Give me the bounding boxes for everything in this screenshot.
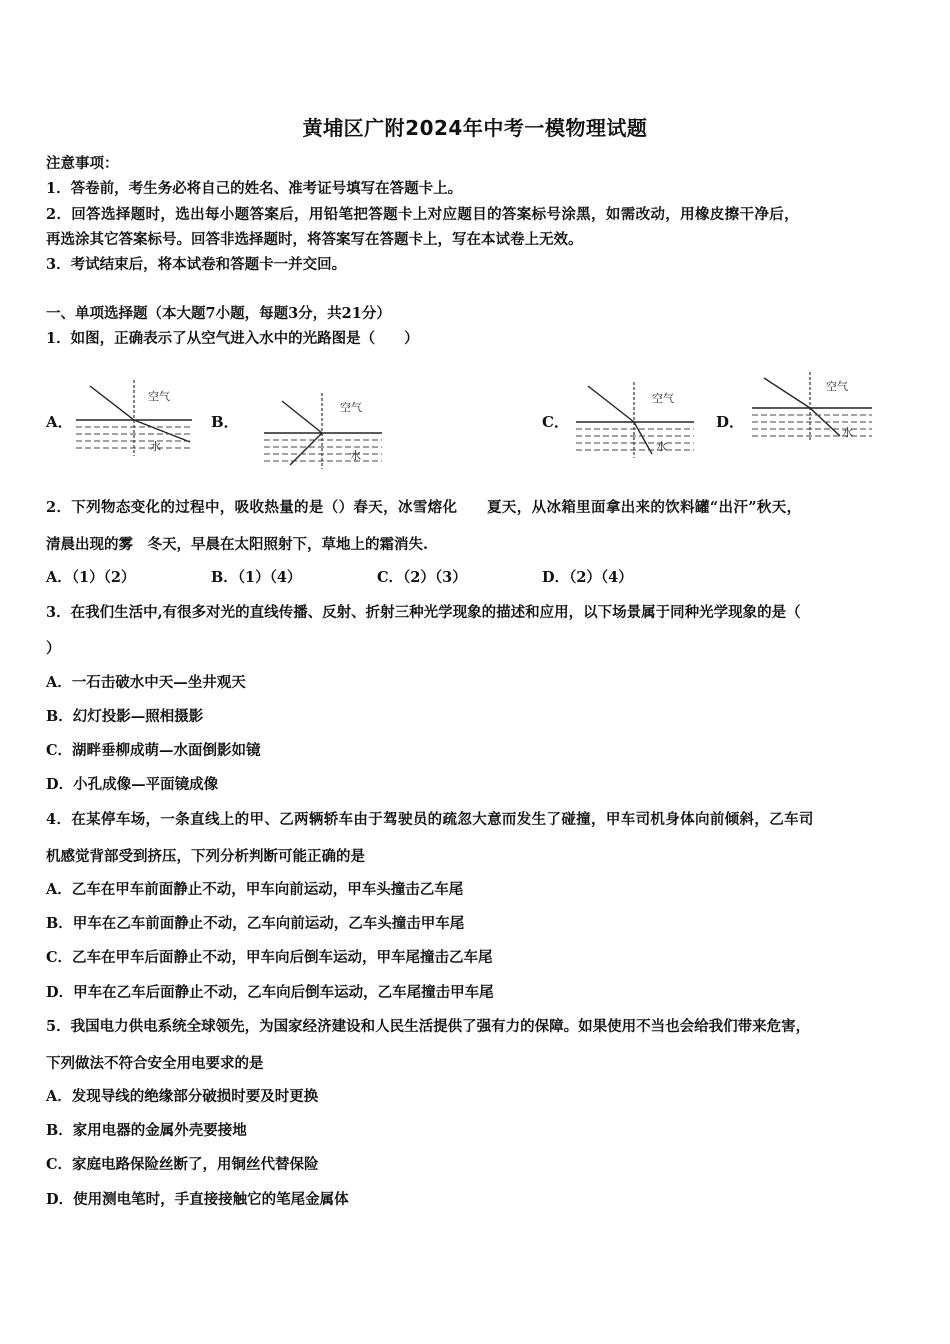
question-4-stem-cont: 机感觉背部受到挤压，下列分析判断可能正确的是 xyxy=(46,848,365,865)
notice-item: 2．回答选择题时，选出每小题答案后，用铅笔把答题卡上对应题目的答案标号涂黑，如需改动，用橡皮擦干净后， xyxy=(46,206,799,223)
air-label: 空气 xyxy=(340,401,362,414)
question-2-stem-cont: 清晨出现的雾 冬天，早晨在太阳照射下，草地上的霜消失. xyxy=(46,536,429,553)
air-label: 空气 xyxy=(148,390,170,403)
q5-option-b[interactable]: B．家用电器的金属外壳要接地 xyxy=(46,1122,247,1139)
question-5-stem-cont: 下列做法不符合安全用电要求的是 xyxy=(46,1055,264,1072)
q3-option-a[interactable]: A．一石击破水中天—坐井观天 xyxy=(46,674,246,691)
q5-option-c[interactable]: C．家庭电路保险丝断了，用铜丝代替保险 xyxy=(46,1156,319,1173)
notice-item: 再选涂其它答案标号。回答非选择题时，将答案写在答题卡上，写在本试卷上无效。 xyxy=(46,231,583,248)
q3-option-b[interactable]: B．幻灯投影—照相摄影 xyxy=(46,708,204,725)
air-label: 空气 xyxy=(652,392,674,405)
q2-option-b[interactable]: B．（1）（4） xyxy=(211,569,302,586)
q5-option-a[interactable]: A．发现导线的绝缘部分破损时要及时更换 xyxy=(46,1088,319,1105)
notice-item: 3．考试结束后，将本试卷和答题卡一并交回。 xyxy=(46,256,347,273)
q1-option-d-label[interactable]: D． xyxy=(716,413,745,431)
q2-option-d[interactable]: D．（2）（4） xyxy=(542,569,633,586)
q3-option-d[interactable]: D．小孔成像—平面镜成像 xyxy=(46,776,219,793)
water-label: 水 xyxy=(350,449,361,462)
q1-option-b-label[interactable]: B． xyxy=(211,413,239,431)
q4-option-a[interactable]: A．乙车在甲车前面静止不动，甲车向前运动，甲车头撞击乙车尾 xyxy=(46,881,464,898)
q5-option-d[interactable]: D．使用测电笔时，手直接接触它的笔尾金属体 xyxy=(46,1191,349,1208)
question-5-stem: 5．我国电力供电系统全球领先，为国家经济建设和人民生活提供了强有力的保障。如果使用不当也会给我们带来危害， xyxy=(46,1018,811,1035)
water-label: 水 xyxy=(150,440,161,453)
q2-option-a[interactable]: A．（1）（2） xyxy=(46,569,136,586)
question-3-stem-cont: ） xyxy=(46,640,61,657)
section-heading: 一、单项选择题（本大题7小题，每题3分，共21分） xyxy=(46,305,391,322)
q1-diagram-c xyxy=(572,382,696,460)
q4-option-d[interactable]: D．甲车在乙车后面静止不动，乙车向后倒车运动，乙车尾撞击甲车尾 xyxy=(46,984,494,1001)
notice-item: 1．答卷前，考生务必将自己的姓名、准考证号填写在答题卡上。 xyxy=(46,180,463,197)
q1-option-c-label[interactable]: C． xyxy=(542,413,569,431)
question-2-stem: 2．下列物态变化的过程中，吸收热量的是（）春天，冰雪熔化 夏天，从冰箱里面拿出来的饮料罐“出汗”秋天， xyxy=(46,499,802,516)
q4-option-b[interactable]: B．甲车在乙车前面静止不动，乙车向前运动，乙车头撞击甲车尾 xyxy=(46,915,465,932)
q1-diagram-d xyxy=(748,372,874,444)
q2-option-c[interactable]: C．（2）（3） xyxy=(377,569,467,586)
air-label: 空气 xyxy=(826,380,848,393)
q1-option-a-label[interactable]: A． xyxy=(46,413,73,431)
question-3-stem: 3．在我们生活中,有很多对光的直线传播、反射、折射三种光学现象的描述和应用，以下场景属于同种光学现象的是（ xyxy=(46,604,801,621)
q3-option-c[interactable]: C．湖畔垂柳成萌—水面倒影如镜 xyxy=(46,742,261,759)
page-title: 黄埔区广附2024年中考一模物理试题 xyxy=(302,116,648,140)
q4-option-c[interactable]: C．乙车在甲车后面静止不动，甲车向后倒车运动，甲车尾撞击乙车尾 xyxy=(46,949,493,966)
water-label: 水 xyxy=(656,440,667,453)
q1-diagram-b xyxy=(262,393,384,471)
question-1-stem: 1．如图，正确表示了从空气进入水中的光路图是（ ） xyxy=(46,330,419,347)
question-2-options xyxy=(0,566,950,586)
notice-heading: 注意事项： xyxy=(46,155,119,172)
q1-diagram-a xyxy=(72,380,194,458)
water-label: 水 xyxy=(842,426,853,439)
question-4-stem: 4．在某停车场，一条直线上的甲、乙两辆轿车由于驾驶员的疏忽大意而发生了碰撞，甲车司机身体向前倾斜，乙车司 xyxy=(46,811,814,828)
